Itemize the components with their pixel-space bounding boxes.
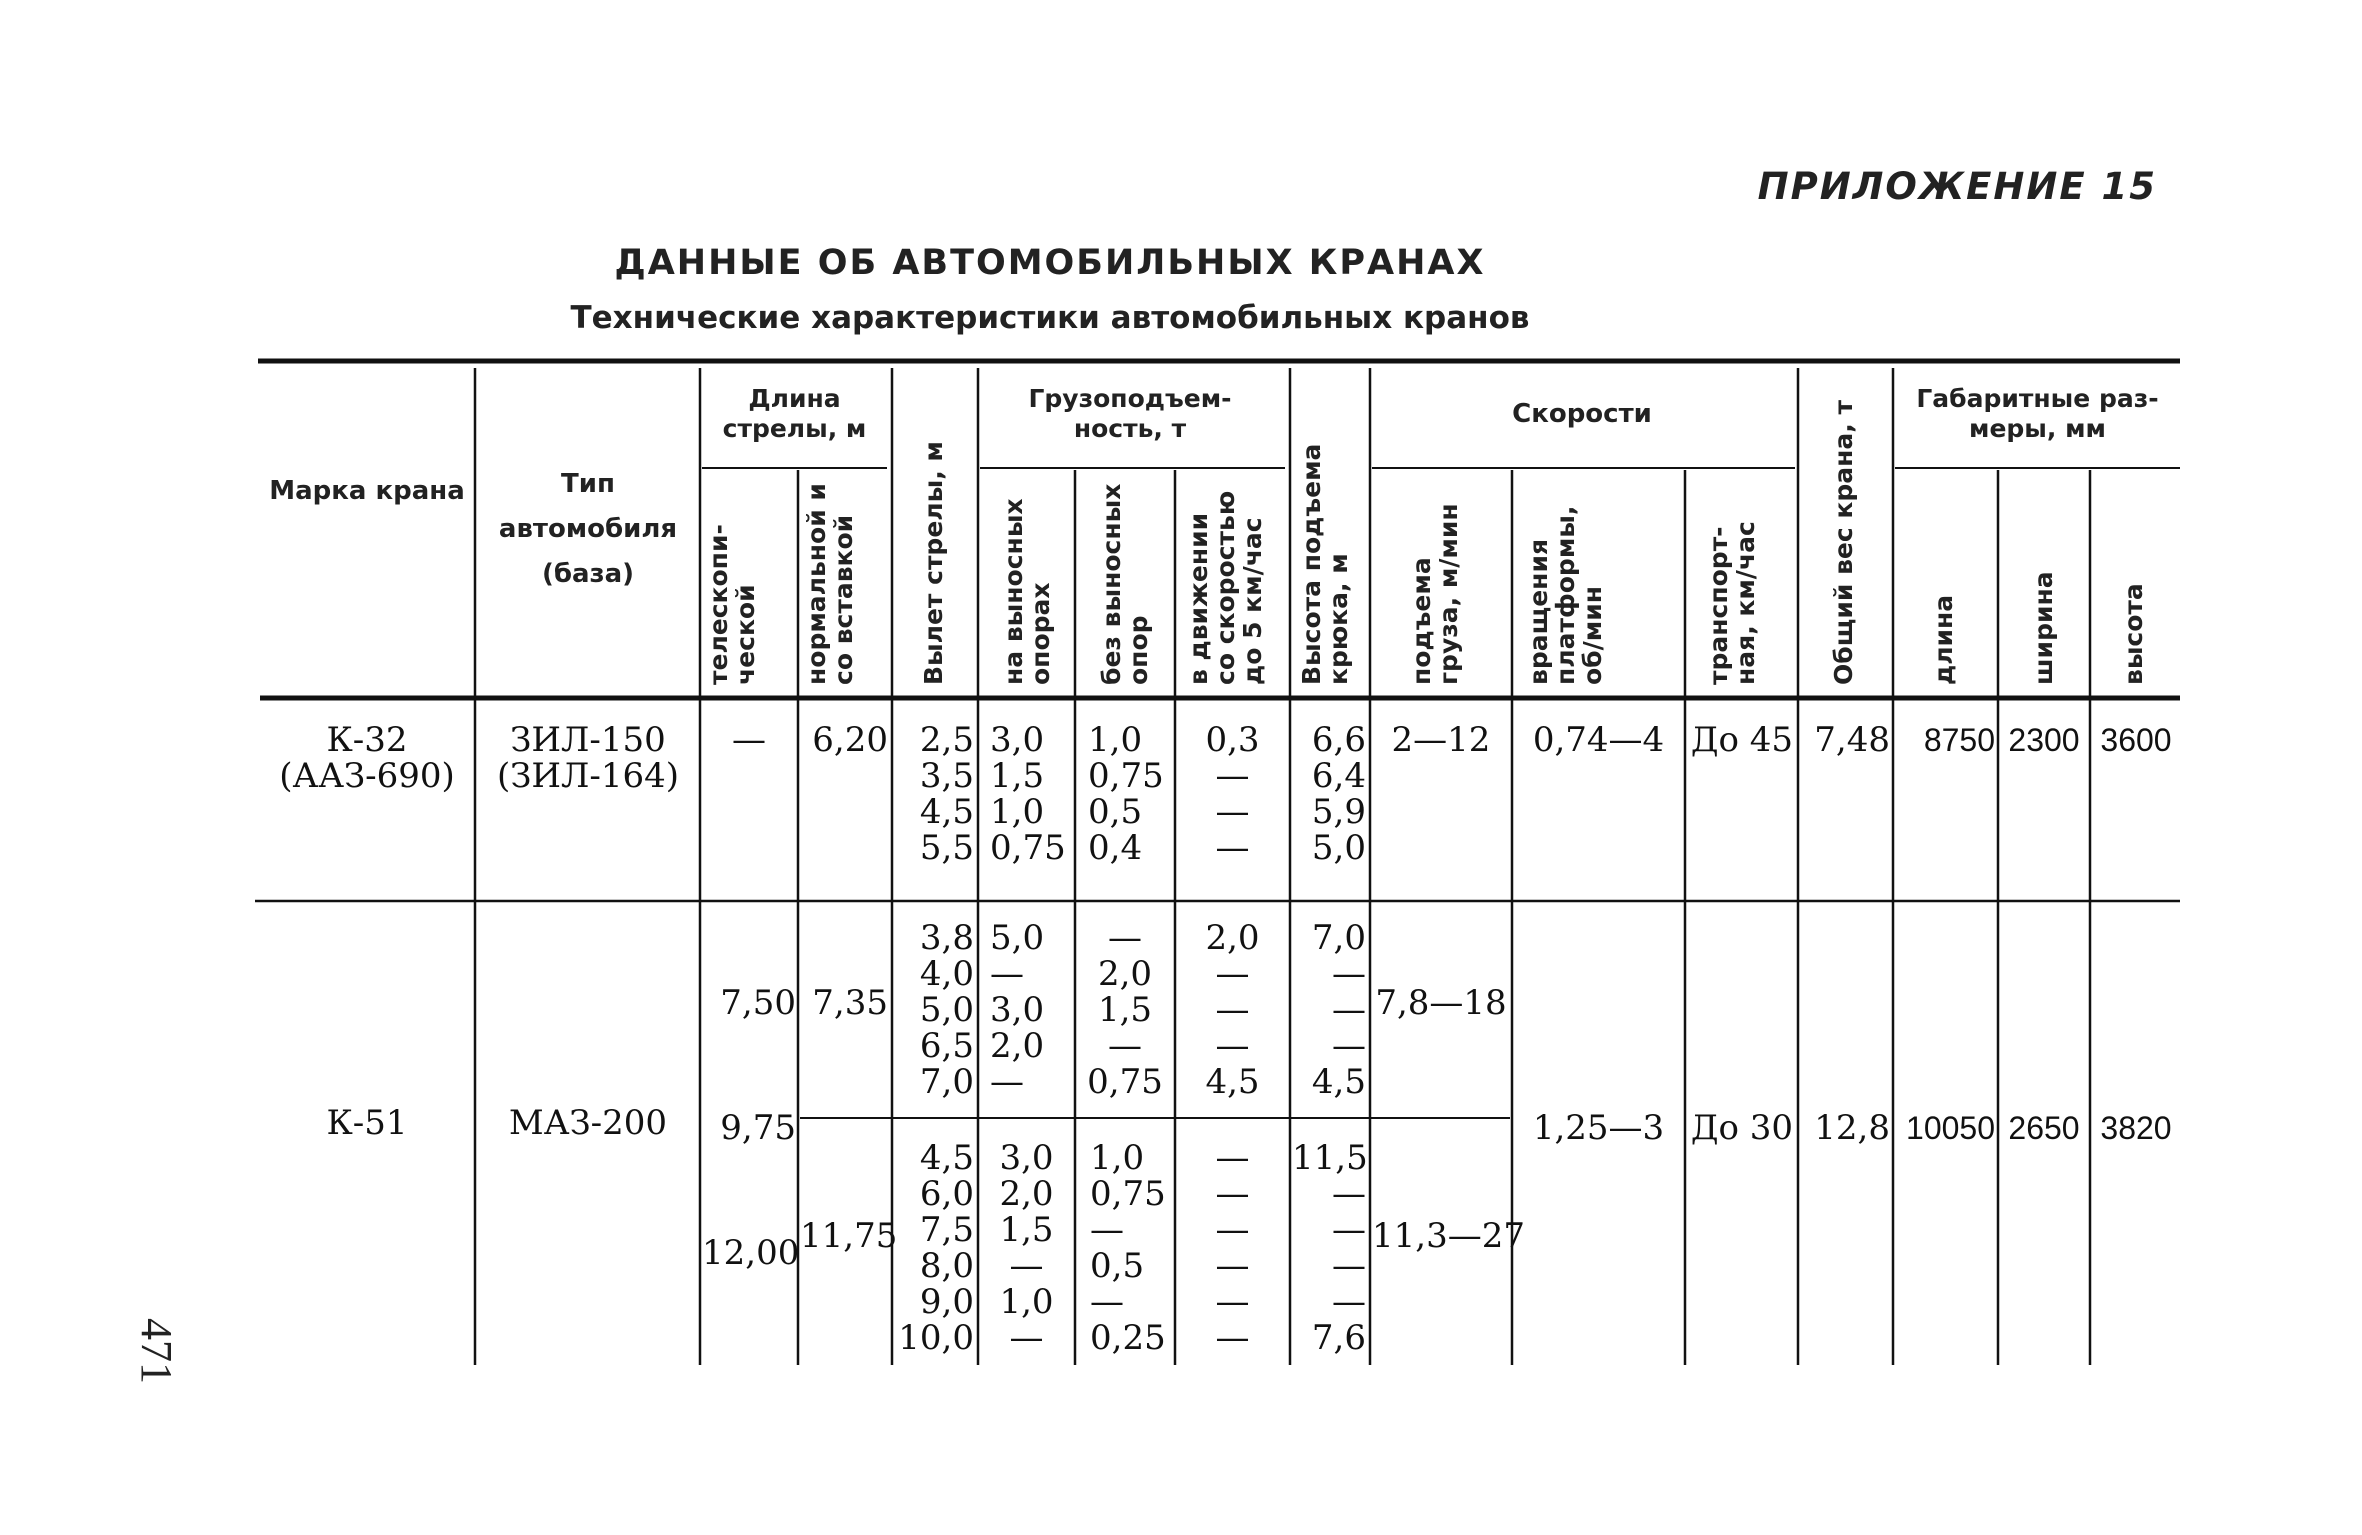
header-vysota-gab: высота [2119, 583, 2148, 685]
row2-g1-vysota: 7,0 — — — 4,5 [1311, 918, 1366, 1102]
header-teleskop: телескопи- ческой [704, 524, 760, 685]
row1-vysota: 6,6 6,4 5,9 5,0 [1311, 720, 1366, 868]
header-vysota: Высота подъема крюка, м [1297, 443, 1353, 685]
row1-vylet: 2,5 3,5 4,5 5,5 [919, 720, 974, 868]
row2-g1-v-dvizhenii: 2,0 — — — 4,5 [1205, 918, 1260, 1102]
page-title: ДАННЫЕ ОБ АВТОМОБИЛЬНЫХ КРАНАХ [614, 243, 1486, 283]
row2-g2-teleskop: 12,00 [702, 1233, 800, 1273]
row1-teleskop: — [732, 720, 766, 760]
header-gabarit: Габаритные раз- меры, мм [1916, 384, 2159, 443]
row1-bez-vynosnyh: 1,0 0,75 0,5 0,4 [1088, 720, 1164, 868]
row2-g2-na-vynosnyh: 3,0 2,0 1,5 — 1,0 — [999, 1138, 1054, 1358]
row2-transport: До 30 [1690, 1108, 1793, 1148]
row1-na-vynosnyh: 3,0 1,5 1,0 0,75 [990, 720, 1066, 868]
header-ves: Общий вес крана, т [1829, 400, 1858, 685]
row2-g1-teleskop: 7,50 [720, 983, 796, 1023]
table-subtitle: Технические характеристики автомобильных кранов [570, 300, 1530, 336]
header-gruzopod: Грузоподъем- ность, т [1028, 384, 1232, 443]
row1-normalnoy: 6,20 [812, 720, 888, 760]
header-podema: подъема груза, м/мин [1407, 503, 1463, 685]
header-na-vynosnyh: на выносных опорах [999, 498, 1055, 685]
header-skorosti: Скорости [1512, 399, 1652, 429]
row2-ves: 12,8 [1814, 1108, 1890, 1148]
row2-tip: МАЗ-200 [508, 1103, 668, 1143]
row1-marka: К-32 (ААЗ-690) [279, 720, 455, 796]
row2-g1-podema: 7,8—18 [1375, 983, 1507, 1023]
header-tip: Тип автомобиля (база) [498, 469, 678, 589]
appendix-label: ПРИЛОЖЕНИЕ 15 [1757, 165, 2157, 208]
row1-dlina: 8750 [1923, 722, 1995, 758]
row2-g2-v-dvizhenii: — — — — — — [1215, 1138, 1250, 1358]
header-dlina-strely: Длина стрелы, м [722, 384, 867, 443]
row1-v-dvizhenii: 0,3 — — — [1205, 720, 1260, 868]
row2-g1-bez-vynosnyh: — 2,0 1,5 — 0,75 [1087, 918, 1163, 1102]
row1-ves: 7,48 [1814, 720, 1890, 760]
header-marka: Марка крана [269, 476, 465, 506]
row2-marka: К-51 [326, 1103, 408, 1143]
row1-transport: До 45 [1690, 720, 1793, 760]
page-number: 471 [132, 1318, 181, 1384]
row2-g1-vylet: 3,8 4,0 5,0 6,5 7,0 [919, 918, 974, 1102]
row1-tip: ЗИЛ-150 (ЗИЛ-164) [496, 720, 680, 796]
row2-g2-normalnoy: 11,75 [800, 1216, 898, 1256]
row2-shirina: 2650 [2008, 1110, 2080, 1146]
header-transport: транспорт- ная, км/час [1704, 521, 1760, 685]
row1-podema: 2—12 [1391, 720, 1491, 760]
row2-g2-podema: 11,3—27 [1372, 1216, 1525, 1256]
header-shirina: ширина [2029, 571, 2058, 685]
row2-g2-bez-vynosnyh: 1,0 0,75 — 0,5 — 0,25 [1090, 1138, 1166, 1358]
row2-dlina: 10050 [1906, 1110, 1995, 1146]
header-bez-vynosnyh: без выносных опор [1097, 483, 1153, 685]
row2-vrascheniya: 1,25—3 [1532, 1108, 1665, 1148]
header-vylet: Вылет стрелы, м [919, 441, 948, 685]
row2-g2-vysota: 11,5 — — — — 7,6 [1292, 1138, 1368, 1358]
row2-vysota-gab: 3820 [2100, 1110, 2172, 1146]
header-normalnoy: нормальной и со вставкой [802, 483, 858, 685]
row2-g2-vylet: 4,5 6,0 7,5 8,0 9,0 10,0 [898, 1138, 974, 1358]
row1-shirina: 2300 [2008, 722, 2080, 758]
row2-g1-normalnoy: 7,35 [812, 983, 888, 1023]
row1-vrascheniya: 0,74—4 [1532, 720, 1665, 760]
row2-g1-na-vynosnyh: 5,0 — 3,0 2,0 — [990, 918, 1045, 1102]
row1-vysota-gab: 3600 [2100, 722, 2172, 758]
header-vrascheniya: вращения платформы, об/мин [1524, 505, 1607, 685]
header-v-dvizhenii: в движении со скоростью до 5 км/час [1184, 490, 1267, 685]
header-dlina: длина [1929, 594, 1958, 685]
row2-teleskop-mid: 9,75 [720, 1108, 796, 1148]
